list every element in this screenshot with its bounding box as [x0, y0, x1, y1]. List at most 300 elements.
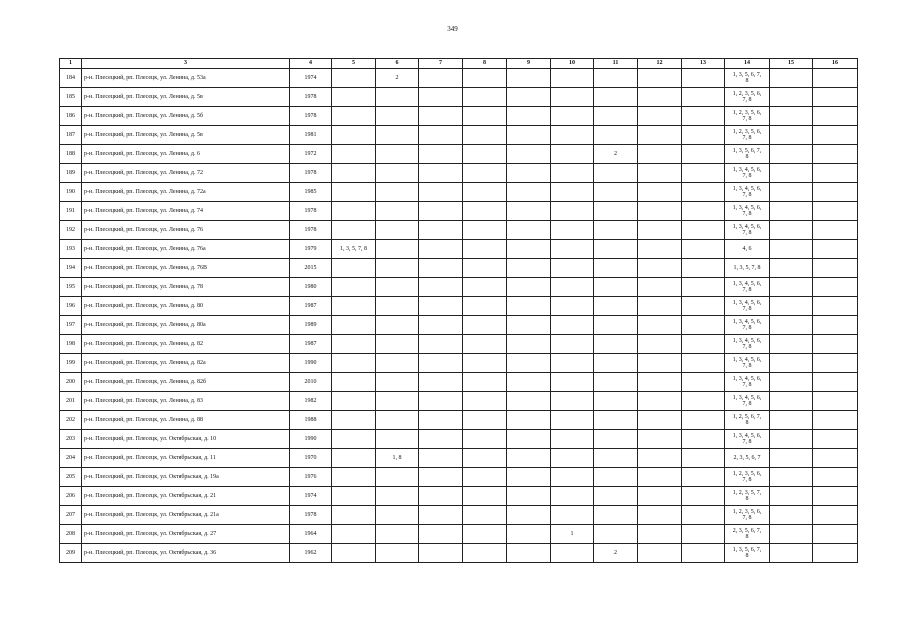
cell-c12: [638, 411, 682, 430]
cell-c15: [770, 430, 813, 449]
cell-c13: [682, 316, 725, 335]
cell-address: р-н. Плесецкий, рп. Плесецк, ул. Октябрьская, д. 11: [82, 449, 290, 468]
cell-c11: [594, 202, 638, 221]
cell-c8: [463, 335, 507, 354]
cell-c7: [419, 335, 463, 354]
cell-c12: [638, 449, 682, 468]
cell-c14: 1, 3, 5, 7, 8: [725, 259, 770, 278]
cell-c8: [463, 221, 507, 240]
cell-c9: [507, 240, 551, 259]
cell-address: р-н. Плесецкий, рп. Плесецк, ул. Ленина, д. 76а: [82, 240, 290, 259]
column-header: 12: [638, 59, 682, 69]
cell-c5: [332, 202, 376, 221]
cell-address: р-н. Плесецкий, рп. Плесецк, ул. Ленина, д. 5в: [82, 126, 290, 145]
cell-c13: [682, 430, 725, 449]
cell-c8: [463, 164, 507, 183]
cell-c9: [507, 411, 551, 430]
buildings-table: [59, 58, 858, 563]
cell-year: 1987: [290, 335, 332, 354]
cell-c8: [463, 297, 507, 316]
cell-c12: [638, 373, 682, 392]
cell-c9: [507, 487, 551, 506]
cell-address: р-н. Плесецкий, рп. Плесецк, ул. Ленина, д. 5в: [82, 88, 290, 107]
column-header: 6: [376, 59, 419, 69]
cell-n: 201: [60, 392, 82, 411]
cell-c10: [551, 316, 594, 335]
cell-c13: [682, 468, 725, 487]
cell-c10: [551, 411, 594, 430]
cell-address: р-н. Плесецкий, рп. Плесецк, ул. Октябрьская, д. 19а: [82, 468, 290, 487]
cell-c6: [376, 202, 419, 221]
cell-address: р-н. Плесецкий, рп. Плесецк, ул. Октябрьская, д. 10: [82, 430, 290, 449]
cell-c16: [813, 525, 858, 544]
cell-c13: [682, 259, 725, 278]
cell-n: 185: [60, 88, 82, 107]
cell-n: 194: [60, 259, 82, 278]
cell-c13: [682, 297, 725, 316]
cell-c13: [682, 145, 725, 164]
cell-c7: [419, 145, 463, 164]
cell-c8: [463, 107, 507, 126]
cell-c15: [770, 487, 813, 506]
cell-c6: [376, 164, 419, 183]
cell-c10: [551, 164, 594, 183]
cell-c10: [551, 278, 594, 297]
cell-address: р-н. Плесецкий, рп. Плесецк, ул. Октябрьская, д. 27: [82, 525, 290, 544]
cell-c11: [594, 88, 638, 107]
cell-c7: [419, 487, 463, 506]
cell-c10: [551, 240, 594, 259]
cell-c13: [682, 335, 725, 354]
cell-address: р-н. Плесецкий, рп. Плесецк, ул. Ленина, д. 6: [82, 145, 290, 164]
table-row: [60, 335, 858, 354]
cell-c14: 1, 3, 4, 5, 6, 7, 8: [725, 430, 770, 449]
cell-c12: [638, 107, 682, 126]
cell-c5: [332, 316, 376, 335]
cell-c12: [638, 487, 682, 506]
cell-c7: [419, 69, 463, 88]
table-row: [60, 278, 858, 297]
cell-c9: [507, 145, 551, 164]
cell-c12: [638, 240, 682, 259]
cell-year: 1990: [290, 430, 332, 449]
table-row: [60, 221, 858, 240]
cell-n: 191: [60, 202, 82, 221]
cell-year: 1972: [290, 145, 332, 164]
cell-c11: [594, 525, 638, 544]
cell-address: р-н. Плесецкий, рп. Плесецк, ул. Ленина, д. 88: [82, 411, 290, 430]
cell-year: 1987: [290, 297, 332, 316]
cell-c7: [419, 221, 463, 240]
cell-c16: [813, 221, 858, 240]
cell-c5: [332, 126, 376, 145]
cell-c9: [507, 354, 551, 373]
cell-c16: [813, 392, 858, 411]
table-row: [60, 316, 858, 335]
cell-c16: [813, 335, 858, 354]
cell-n: 205: [60, 468, 82, 487]
cell-c14: 1, 3, 5, 6, 7, 8: [725, 145, 770, 164]
cell-address: р-н. Плесецкий, рп. Плесецк, ул. Октябрьская, д. 36: [82, 544, 290, 563]
cell-n: 186: [60, 107, 82, 126]
cell-year: 1981: [290, 126, 332, 145]
cell-n: 203: [60, 430, 82, 449]
cell-c15: [770, 126, 813, 145]
cell-c16: [813, 449, 858, 468]
cell-c10: 1: [551, 525, 594, 544]
cell-c12: [638, 145, 682, 164]
cell-year: 1978: [290, 107, 332, 126]
table-row: [60, 88, 858, 107]
table-row: [60, 525, 858, 544]
cell-c11: [594, 506, 638, 525]
cell-c9: [507, 430, 551, 449]
cell-c6: 2: [376, 69, 419, 88]
cell-c15: [770, 316, 813, 335]
cell-year: 1990: [290, 354, 332, 373]
column-header: 16: [813, 59, 858, 69]
cell-c15: [770, 544, 813, 563]
column-header: 14: [725, 59, 770, 69]
table-row: [60, 354, 858, 373]
cell-n: 190: [60, 183, 82, 202]
cell-c15: [770, 183, 813, 202]
cell-c14: 1, 2, 3, 5, 6, 7, 8: [725, 468, 770, 487]
cell-c9: [507, 335, 551, 354]
cell-c11: [594, 183, 638, 202]
cell-year: 1978: [290, 88, 332, 107]
cell-c7: [419, 544, 463, 563]
cell-c6: [376, 392, 419, 411]
cell-c10: [551, 430, 594, 449]
cell-c14: 1, 3, 4, 5, 6, 7, 8: [725, 297, 770, 316]
header-row: [60, 59, 858, 69]
cell-c10: [551, 373, 594, 392]
cell-c5: [332, 373, 376, 392]
cell-c15: [770, 88, 813, 107]
cell-c13: [682, 278, 725, 297]
cell-c16: [813, 88, 858, 107]
cell-c5: [332, 525, 376, 544]
cell-c13: [682, 506, 725, 525]
cell-c12: [638, 354, 682, 373]
cell-c16: [813, 544, 858, 563]
cell-c10: [551, 107, 594, 126]
column-header: 3: [82, 59, 290, 69]
cell-c6: [376, 411, 419, 430]
cell-n: 195: [60, 278, 82, 297]
cell-c9: [507, 525, 551, 544]
cell-c6: [376, 297, 419, 316]
cell-c14: 1, 3, 4, 5, 6, 7, 8: [725, 373, 770, 392]
table-row: [60, 430, 858, 449]
cell-address: р-н. Плесецкий, рп. Плесецк, ул. Ленина, д. 72а: [82, 183, 290, 202]
cell-c10: [551, 183, 594, 202]
cell-c16: [813, 183, 858, 202]
cell-c6: [376, 335, 419, 354]
cell-c16: [813, 202, 858, 221]
cell-c11: [594, 316, 638, 335]
cell-address: р-н. Плесецкий, рп. Плесецк, ул. Ленина, д. 74: [82, 202, 290, 221]
cell-c12: [638, 525, 682, 544]
cell-address: р-н. Плесецкий, рп. Плесецк, ул. Ленина, д. 83: [82, 392, 290, 411]
column-header: 15: [770, 59, 813, 69]
column-header: 7: [419, 59, 463, 69]
cell-c6: [376, 316, 419, 335]
cell-c5: [332, 392, 376, 411]
cell-c12: [638, 221, 682, 240]
cell-address: р-н. Плесецкий, рп. Плесецк, ул. Ленина, д. 80а: [82, 316, 290, 335]
table-row: [60, 240, 858, 259]
cell-c9: [507, 278, 551, 297]
table-row: [60, 506, 858, 525]
cell-year: 1985: [290, 183, 332, 202]
cell-c7: [419, 392, 463, 411]
cell-c11: [594, 107, 638, 126]
cell-year: 1962: [290, 544, 332, 563]
cell-c9: [507, 468, 551, 487]
cell-c13: [682, 411, 725, 430]
cell-c5: [332, 297, 376, 316]
table-row: [60, 487, 858, 506]
cell-c9: [507, 506, 551, 525]
column-header: 11: [594, 59, 638, 69]
cell-c8: [463, 240, 507, 259]
cell-c12: [638, 335, 682, 354]
cell-c14: 1, 3, 4, 5, 6, 7, 8: [725, 354, 770, 373]
cell-c7: [419, 449, 463, 468]
cell-c8: [463, 88, 507, 107]
cell-c12: [638, 297, 682, 316]
cell-c5: [332, 221, 376, 240]
table-row: [60, 392, 858, 411]
cell-c8: [463, 449, 507, 468]
cell-c6: 1, 8: [376, 449, 419, 468]
cell-c16: [813, 430, 858, 449]
cell-c14: 1, 3, 4, 5, 6, 7, 8: [725, 278, 770, 297]
cell-c10: [551, 69, 594, 88]
table-row: [60, 202, 858, 221]
cell-c8: [463, 468, 507, 487]
cell-c13: [682, 69, 725, 88]
cell-c7: [419, 525, 463, 544]
cell-c8: [463, 259, 507, 278]
cell-c11: [594, 411, 638, 430]
cell-year: 1989: [290, 316, 332, 335]
column-header: 5: [332, 59, 376, 69]
cell-c6: [376, 88, 419, 107]
cell-c13: [682, 544, 725, 563]
cell-c14: 1, 3, 5, 6, 7, 8: [725, 69, 770, 88]
cell-c6: [376, 259, 419, 278]
cell-c5: [332, 278, 376, 297]
cell-n: 188: [60, 145, 82, 164]
cell-address: р-н. Плесецкий, рп. Плесецк, ул. Ленина, д. 76В: [82, 259, 290, 278]
cell-c13: [682, 354, 725, 373]
cell-c12: [638, 164, 682, 183]
cell-address: р-н. Плесецкий, рп. Плесецк, ул. Ленина, д. 82б: [82, 373, 290, 392]
cell-n: 198: [60, 335, 82, 354]
cell-c11: 2: [594, 145, 638, 164]
cell-c5: [332, 164, 376, 183]
cell-c5: [332, 468, 376, 487]
cell-c6: [376, 525, 419, 544]
cell-n: 187: [60, 126, 82, 145]
cell-c6: [376, 544, 419, 563]
cell-c11: [594, 240, 638, 259]
cell-c8: [463, 278, 507, 297]
cell-c11: [594, 278, 638, 297]
cell-c15: [770, 278, 813, 297]
cell-c16: [813, 126, 858, 145]
cell-c14: 1, 3, 4, 5, 6, 7, 8: [725, 335, 770, 354]
cell-n: 199: [60, 354, 82, 373]
cell-c12: [638, 183, 682, 202]
cell-c7: [419, 468, 463, 487]
cell-c16: [813, 487, 858, 506]
cell-c11: [594, 221, 638, 240]
cell-c9: [507, 126, 551, 145]
table-row: [60, 145, 858, 164]
cell-c7: [419, 411, 463, 430]
cell-c15: [770, 69, 813, 88]
cell-c8: [463, 316, 507, 335]
column-header: 13: [682, 59, 725, 69]
cell-c14: 1, 2, 3, 5, 6, 7, 8: [725, 88, 770, 107]
cell-c11: [594, 164, 638, 183]
cell-address: р-н. Плесецкий, рп. Плесецк, ул. Октябрьская, д. 21а: [82, 506, 290, 525]
cell-c13: [682, 183, 725, 202]
cell-c9: [507, 88, 551, 107]
cell-c5: [332, 487, 376, 506]
cell-address: р-н. Плесецкий, рп. Плесецк, ул. Ленина, д. 53а: [82, 69, 290, 88]
cell-c7: [419, 164, 463, 183]
cell-c9: [507, 221, 551, 240]
cell-c9: [507, 544, 551, 563]
cell-c7: [419, 259, 463, 278]
cell-c12: [638, 278, 682, 297]
table-row: [60, 183, 858, 202]
cell-c10: [551, 506, 594, 525]
cell-n: 197: [60, 316, 82, 335]
cell-c13: [682, 164, 725, 183]
cell-c16: [813, 297, 858, 316]
cell-c10: [551, 221, 594, 240]
cell-c7: [419, 278, 463, 297]
cell-c6: [376, 468, 419, 487]
cell-c7: [419, 506, 463, 525]
cell-year: 1979: [290, 240, 332, 259]
cell-c13: [682, 525, 725, 544]
cell-c7: [419, 316, 463, 335]
cell-c7: [419, 88, 463, 107]
cell-c10: [551, 297, 594, 316]
cell-c16: [813, 373, 858, 392]
cell-c15: [770, 145, 813, 164]
cell-c5: [332, 354, 376, 373]
cell-c5: [332, 259, 376, 278]
cell-c10: [551, 544, 594, 563]
cell-c15: [770, 506, 813, 525]
cell-c16: [813, 316, 858, 335]
cell-c15: [770, 107, 813, 126]
cell-c15: [770, 297, 813, 316]
cell-c12: [638, 392, 682, 411]
table-row: [60, 107, 858, 126]
column-header: 8: [463, 59, 507, 69]
cell-c11: [594, 297, 638, 316]
cell-c12: [638, 430, 682, 449]
cell-c13: [682, 449, 725, 468]
cell-c11: [594, 69, 638, 88]
cell-c16: [813, 468, 858, 487]
cell-c16: [813, 411, 858, 430]
cell-c14: 1, 3, 4, 5, 6, 7, 8: [725, 183, 770, 202]
cell-c14: 2, 3, 5, 6, 7: [725, 449, 770, 468]
cell-c5: [332, 506, 376, 525]
cell-c15: [770, 335, 813, 354]
table-row: [60, 449, 858, 468]
column-header: 1: [60, 59, 82, 69]
cell-c16: [813, 354, 858, 373]
table-row: [60, 259, 858, 278]
cell-c10: [551, 354, 594, 373]
cell-c7: [419, 430, 463, 449]
cell-c8: [463, 69, 507, 88]
cell-year: 2015: [290, 259, 332, 278]
cell-year: 1970: [290, 449, 332, 468]
cell-address: р-н. Плесецкий, рп. Плесецк, ул. Ленина, д. 82а: [82, 354, 290, 373]
cell-c14: 1, 2, 3, 5, 7, 8: [725, 487, 770, 506]
cell-c8: [463, 430, 507, 449]
cell-c7: [419, 183, 463, 202]
cell-n: 193: [60, 240, 82, 259]
cell-year: 1964: [290, 525, 332, 544]
cell-c5: 1, 3, 5, 7, 8: [332, 240, 376, 259]
cell-c14: 1, 3, 4, 5, 6, 7, 8: [725, 202, 770, 221]
cell-c9: [507, 297, 551, 316]
cell-c14: 1, 2, 3, 5, 6, 7, 8: [725, 107, 770, 126]
cell-c5: [332, 335, 376, 354]
cell-year: 1976: [290, 468, 332, 487]
cell-c15: [770, 240, 813, 259]
cell-c9: [507, 164, 551, 183]
table-row: [60, 69, 858, 88]
cell-c8: [463, 183, 507, 202]
cell-c8: [463, 544, 507, 563]
cell-c6: [376, 354, 419, 373]
cell-c15: [770, 392, 813, 411]
cell-c9: [507, 183, 551, 202]
cell-c15: [770, 164, 813, 183]
cell-c6: [376, 183, 419, 202]
cell-year: 1978: [290, 202, 332, 221]
cell-c14: 2, 3, 5, 6, 7, 8: [725, 525, 770, 544]
cell-c11: [594, 259, 638, 278]
cell-n: 184: [60, 69, 82, 88]
column-header: 4: [290, 59, 332, 69]
cell-c5: [332, 544, 376, 563]
cell-year: 1988: [290, 411, 332, 430]
cell-c6: [376, 240, 419, 259]
cell-c14: 1, 2, 3, 5, 6, 7, 8: [725, 506, 770, 525]
cell-c9: [507, 449, 551, 468]
cell-c10: [551, 449, 594, 468]
cell-year: 1978: [290, 164, 332, 183]
cell-c13: [682, 88, 725, 107]
cell-c11: [594, 354, 638, 373]
cell-c11: [594, 126, 638, 145]
